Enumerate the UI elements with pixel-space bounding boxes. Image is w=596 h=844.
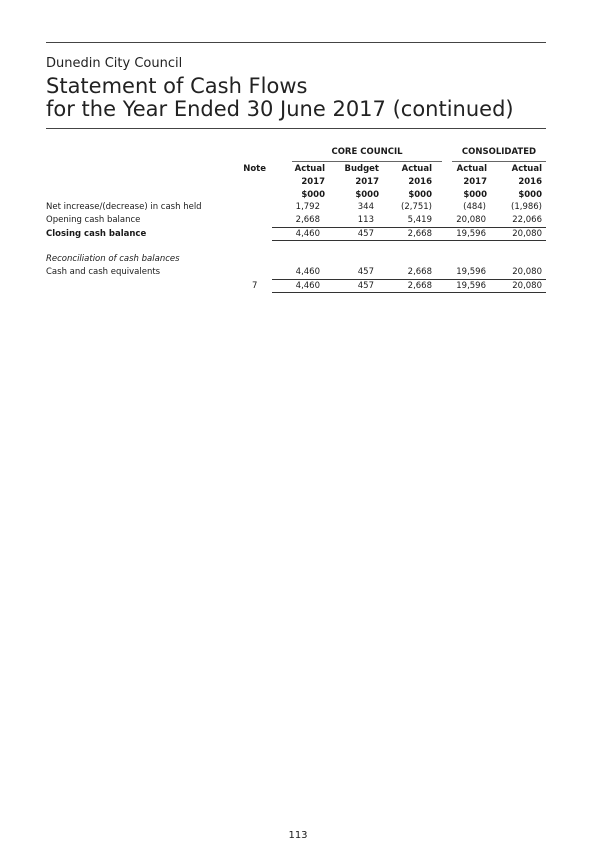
page-title: Statement of Cash Flows <box>46 74 308 98</box>
note-reference: 7 <box>252 281 258 291</box>
rec-total-rule <box>272 292 546 293</box>
row-label: Cash and cash equivalents <box>46 267 161 277</box>
col-header-2: Budget 2017 $000 <box>344 164 379 200</box>
cell-value: 4,460 <box>295 267 320 277</box>
cell-value: 1,792 <box>295 202 320 212</box>
subtotal-rule <box>272 227 546 228</box>
cell-value: 22,066 <box>512 215 542 225</box>
cell-value: 2,668 <box>407 229 432 239</box>
total-rule <box>272 240 546 241</box>
cell-value: 2,668 <box>407 267 432 277</box>
cell-value: 19,596 <box>456 229 486 239</box>
title-rule <box>46 128 546 129</box>
cell-value: 113 <box>357 215 374 225</box>
cell-value: 457 <box>357 267 374 277</box>
cell-value: 19,596 <box>456 267 486 277</box>
group-consolidated-underline <box>452 161 546 162</box>
cell-value: 457 <box>357 281 374 291</box>
col-header-4: Actual 2017 $000 <box>456 164 487 200</box>
note-header: Note <box>243 164 266 174</box>
page-subtitle: for the Year Ended 30 June 2017 (continued) <box>46 97 514 121</box>
col-header-1: Actual 2017 $000 <box>294 164 325 200</box>
cell-value: (1,986) <box>511 202 542 212</box>
row-label-total: Closing cash balance <box>46 229 147 239</box>
cell-value: 344 <box>357 202 374 212</box>
cell-value: 20,080 <box>512 229 542 239</box>
group-core-council-underline <box>292 161 442 162</box>
group-consolidated: CONSOLIDATED <box>461 147 537 157</box>
col-header-3: Actual 2016 $000 <box>401 164 432 200</box>
cell-value: 2,668 <box>407 281 432 291</box>
row-label: Net increase/(decrease) in cash held <box>46 202 202 212</box>
cell-value: 2,668 <box>295 215 320 225</box>
row-label: Opening cash balance <box>46 215 141 225</box>
col-header-5: Actual 2016 $000 <box>511 164 542 200</box>
cell-value: 20,080 <box>456 215 486 225</box>
page-number: 113 <box>288 830 308 841</box>
cell-value: 19,596 <box>456 281 486 291</box>
cell-value: (484) <box>463 202 486 212</box>
top-rule <box>46 42 546 43</box>
reconciliation-heading: Reconciliation of cash balances <box>46 254 180 264</box>
cell-value: 20,080 <box>512 281 542 291</box>
cell-value: 4,460 <box>295 229 320 239</box>
cell-value: (2,751) <box>401 202 432 212</box>
rec-subtotal-rule <box>272 279 546 280</box>
organisation-name: Dunedin City Council <box>46 56 183 71</box>
cell-value: 457 <box>357 229 374 239</box>
cell-value: 4,460 <box>295 281 320 291</box>
cell-value: 20,080 <box>512 267 542 277</box>
cell-value: 5,419 <box>407 215 432 225</box>
group-core-council: CORE COUNCIL <box>331 147 403 157</box>
